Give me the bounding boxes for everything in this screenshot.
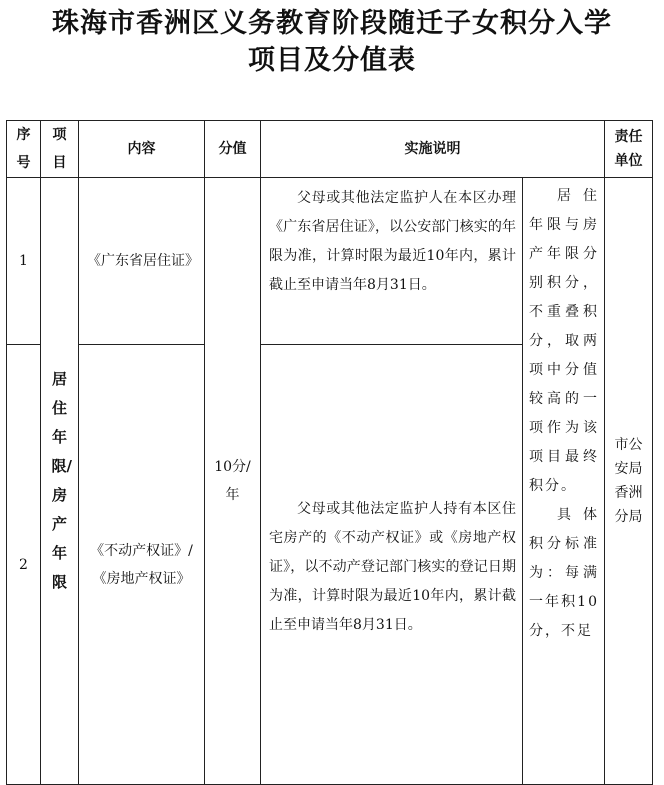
- row1-content: 《广东省居住证》: [79, 178, 205, 345]
- group-item-label: 居住年限/房产年限: [41, 178, 79, 785]
- group-note: [523, 178, 605, 785]
- score-table: [6, 120, 653, 785]
- row2-content: 《不动产权证》/《房地产权证》: [79, 345, 205, 785]
- header-item: 项目: [41, 121, 79, 178]
- header-seq: 序号: [7, 121, 41, 178]
- row2-description: 父母或其他法定监护人持有本区住宅房产的《不动产权证》或《房地产权证》，以不动产登记部门核实的登记日期为准，计算时限为最近10年内，累计截止至申请当年8月31日。: [261, 345, 523, 785]
- header-score: 分值: [205, 121, 261, 178]
- row1-description: 父母或其他法定监护人在本区办理《广东省居住证》，以公安部门核实的年限为准，计算时限为最近10年内，累计截止至申请当年8月31日。: [261, 178, 523, 345]
- header-content: 内容: [79, 121, 205, 178]
- table-row: [7, 178, 653, 345]
- row2-seq: 2: [7, 345, 41, 785]
- group-note-para1: 居住年限与房产年限分别积分，不重叠积分，取两项中分值较高的一项作为该项目最终积分。: [529, 188, 599, 494]
- group-score: 10分/年: [205, 178, 261, 785]
- group-note-para2: 具体积分标准为：每满一年积10分，不足: [529, 507, 599, 639]
- group-responsible: 市公安局香洲分局: [605, 178, 653, 785]
- document-title-line2: 项目及分值表: [248, 45, 416, 76]
- table-header-row: [7, 121, 653, 178]
- row1-seq: 1: [7, 178, 41, 345]
- header-responsible: 责任单位: [605, 121, 653, 178]
- document-title-line1: 珠海市香洲区义务教育阶段随迁子女积分入学: [52, 8, 612, 39]
- header-description: 实施说明: [261, 121, 605, 178]
